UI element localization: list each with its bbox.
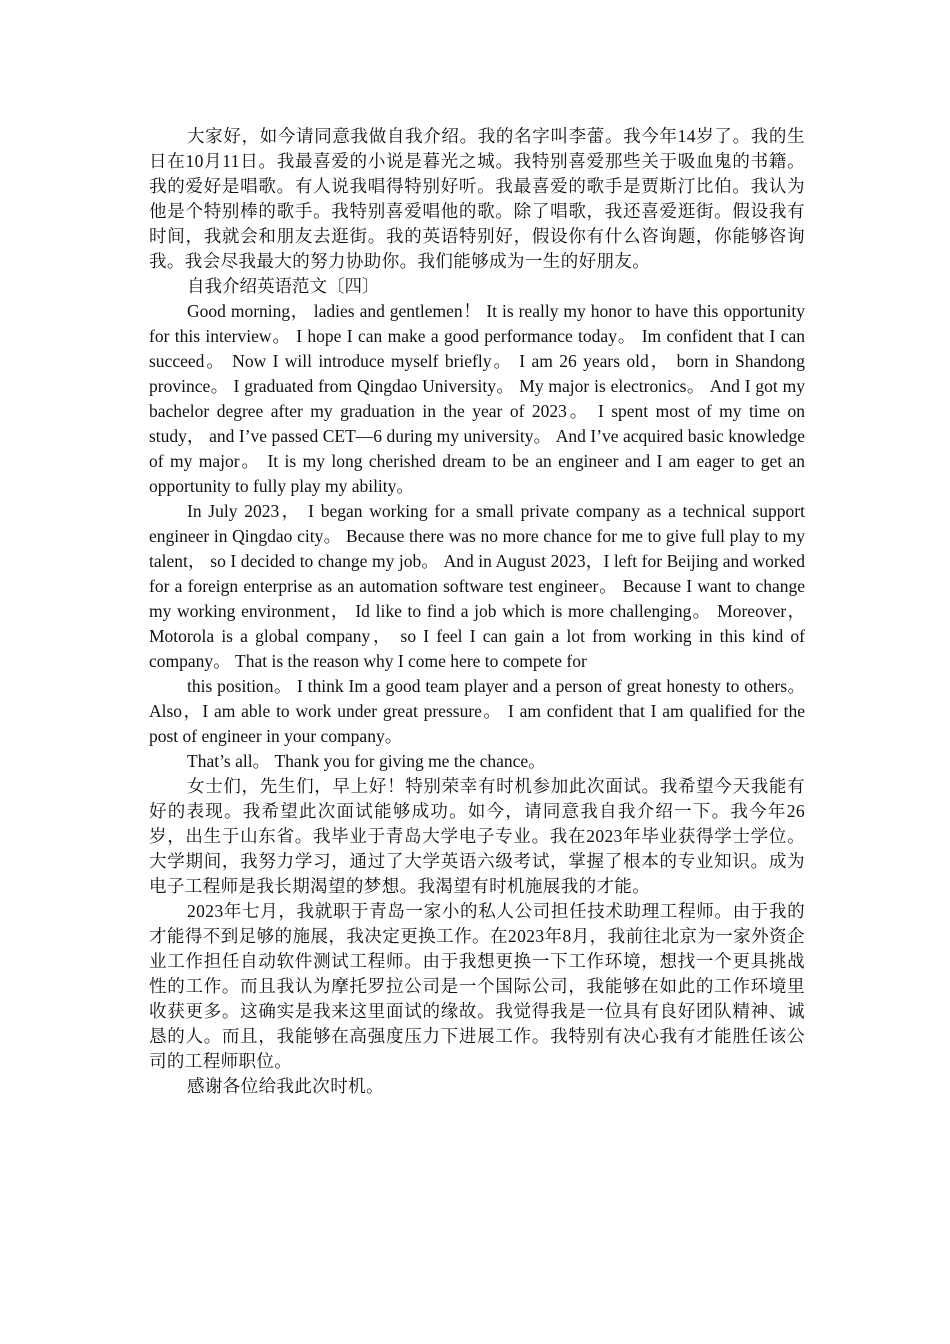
paragraph-intro-zh: 大家好，如今请同意我做自我介绍。我的名字叫李蕾。我今年14岁了。我的生日在10月11日。我最喜爱的小说是暮光之城。我特别喜爱那些关于吸血鬼的书籍。我的爱好是唱歌。有人说我唱得特别好听。我最喜爱的歌手是贾斯汀比伯。我认为他是个特别棒的歌手。我特别喜爱唱他的歌。除了唱歌，我还喜爱逛街。假设我有时间，我就会和朋友去逛街。我的英语特别好，假设你有什么咨询题，你能够咨询我。我会尽我最大的努力协助你。我们能够成为一生的好朋友。 (149, 126, 805, 271)
paragraph-en-greeting: Good morning， ladies and gentlemen！ It is really my honor to have this opportunity for this interview。 I hope I can make a good performance today。 Im confident that I can succeed。 Now I will introduce myself briefly。 I am 26 years old， born in Shandong province。 I graduated from Qingdao University。 My major is electronics。 And I got my bachelor degree after my graduation in the year of 2023。 I spent most of my time on study， and I’ve passed CET—6 during my university。 And I’ve acquired basic knowledge of my major。 It is my long cherished dream to be an engineer and I am eager to get an opportunity to fully play my ability。 (149, 301, 805, 496)
section-title: 自我介绍英语范文〔四〕 (187, 276, 380, 296)
paragraph-zh-greeting: 女士们，先生们，早上好！特别荣幸有时机参加此次面试。我希望今天我能有好的表现。我希望此次面试能够成功。如今，请同意我自我介绍一下。我今年26岁，出生于山东省。我毕业于青岛大学电子专业。我在2023年毕业获得学士学位。大学期间，我努力学习，通过了大学英语六级考试，掌握了根本的专业知识。成为电子工程师是我长期渴望的梦想。我渴望有时机施展我的才能。 (149, 776, 805, 896)
paragraph-en-closing: That’s all。 Thank you for giving me the chance。 (187, 751, 546, 771)
paragraph-zh-closing: 感谢各位给我此次时机。 (187, 1076, 384, 1096)
paragraph-zh-work-history: 2023年七月，我就职于青岛一家小的私人公司担任技术助理工程师。由于我的才能得不到足够的施展，我决定更换工作。在2023年8月，我前往北京为一家外资企业工作担任自动软件测试工程师。由于我想更换一下工作环境，想找一个更具挑战性的工作。而且我认为摩托罗拉公司是一个国际公司，我能够在如此的工作环境里收获更多。这确实是我来这里面试的缘故。我觉得我是一位具有良好团队精神、诚恳的人。而且，我能够在高强度压力下进展工作。我特别有决心我有才能胜任该公司的工程师职位。 (149, 901, 805, 1071)
document-body (149, 124, 805, 1099)
paragraph-en-position: this position。 I think Im a good team player and a person of great honesty to others。 Also，I am able to work under great pressure。 I am confident that I am qualified for the post of engineer in your company。 (149, 676, 805, 746)
paragraph-en-work-history: In July 2023， I began working for a small private company as a technical support engineer in Qingdao city。 Because there was no more chance for me to give full play to my talent， so I decided to change my job。 And in August 2023，I left for Beijing and worked for a foreign enterprise as an automation software test engineer。 Because I want to change my working environment， Id like to find a job which is more challenging。 Moreover，Motorola is a global company， so I feel I can gain a lot from working in this kind of company。 That is the reason why I come here to compete for (149, 501, 805, 671)
